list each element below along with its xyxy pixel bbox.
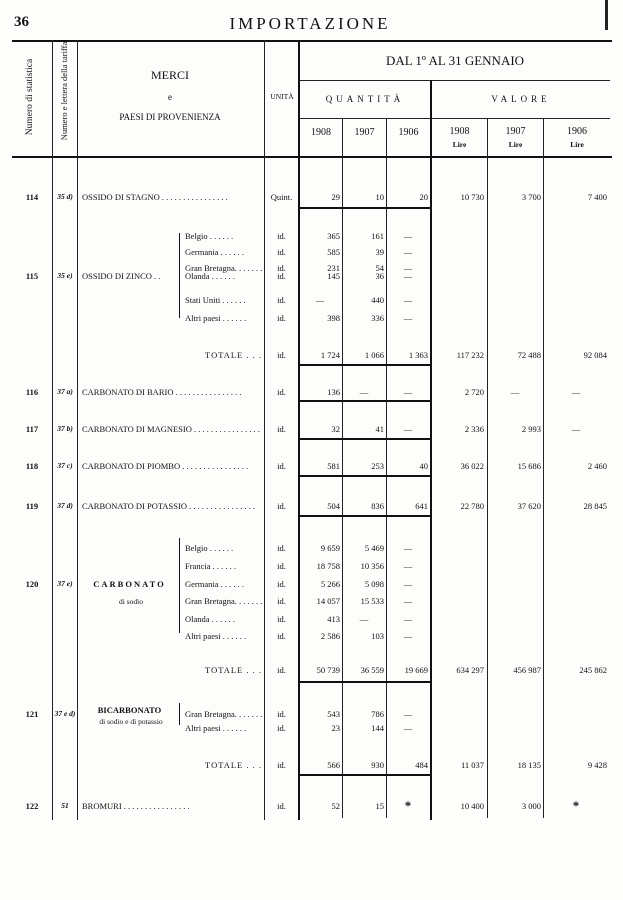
value-v1907: 15 686 — [517, 461, 541, 471]
value-v1908: 2 720 — [464, 387, 484, 397]
tariff-code: 37 e d) — [54, 709, 76, 718]
value-q1908: 413 — [327, 614, 340, 624]
year-q-1906: 1906 — [398, 127, 419, 138]
country-name: Gran Bretagna. . . . . . . — [185, 263, 263, 273]
value-q1908: 9 659 — [320, 543, 340, 553]
value-q1906: — — [403, 387, 413, 397]
quantity-total-rule — [300, 400, 430, 402]
unit-cell: id. — [277, 760, 286, 770]
value-q1906: — — [403, 723, 413, 733]
value-q1908: 398 — [327, 313, 340, 323]
country-name: Altri paesi . . . . . . — [185, 313, 247, 323]
item-name: OSSIDO DI STAGNO . . . . . . . . . . . . . . . . — [82, 192, 228, 202]
country-name: Gran Bretagna. . . . . . . — [185, 596, 263, 606]
unit-cell: id. — [277, 596, 286, 606]
tariff-code: 37 c) — [57, 461, 73, 470]
value-q1906: — — [403, 271, 413, 281]
item-name: CARBONATO DI BARIO . . . . . . . . . . . . . . . . — [82, 387, 242, 397]
tariff-code: 35 e) — [57, 271, 73, 280]
value-q1908: 5 266 — [320, 579, 340, 589]
col-sep-v2 — [543, 118, 544, 818]
value-q1906: — — [403, 543, 413, 553]
period-rule — [300, 80, 610, 81]
value-q1908: 52 — [331, 801, 340, 811]
country-name: Francia . . . . . . — [185, 561, 236, 571]
quantity-total-rule — [300, 515, 430, 517]
value-v1908: 634 297 — [456, 665, 484, 675]
value-q1908: 504 — [327, 501, 340, 511]
item-name: BICARBONATO — [97, 705, 162, 715]
country-name: Stati Uniti . . . . . . — [185, 295, 246, 305]
value-q1908: 136 — [327, 387, 340, 397]
header-period: DAL 1º AL 31 GENNAIO — [385, 53, 525, 68]
year-v-1906: 1906 — [567, 126, 587, 137]
unit-cell: id. — [277, 543, 286, 553]
value-q1908: 585 — [327, 247, 340, 257]
item-subname: di sodio — [119, 597, 143, 606]
total-label: TOTALE . . . — [205, 350, 262, 360]
lire-1908: Lire — [452, 140, 467, 149]
value-q1907: 161 — [371, 231, 384, 241]
value-q1908: 365 — [327, 231, 340, 241]
value-q1906: — — [403, 424, 413, 434]
col-sep-1 — [52, 40, 53, 820]
unit-cell: id. — [277, 631, 286, 641]
value-q1906: — — [403, 579, 413, 589]
years-rule — [300, 118, 610, 119]
value-v1906: * — [572, 798, 580, 813]
header-quantita: QUANTITÀ — [325, 94, 405, 104]
quantity-total-rule — [300, 207, 430, 209]
value-q1907: 15 533 — [360, 596, 384, 606]
value-v1908: 22 780 — [460, 501, 484, 511]
unit-cell: id. — [277, 723, 286, 733]
unit-cell: id. — [277, 231, 286, 241]
value-q1906: 19 669 — [404, 665, 428, 675]
stat-number: 117 — [25, 424, 39, 434]
item-name: CARBONATO DI PIOMBO . . . . . . . . . . . . . . . . — [82, 461, 249, 471]
value-q1907: 10 356 — [360, 561, 384, 571]
item-name: OSSIDO DI ZINCO . . — [82, 271, 161, 281]
item-name: CARBONATO DI POTASSIO . . . . . . . . . . . . . . . . — [82, 501, 255, 511]
total-label: TOTALE . . . — [205, 665, 262, 675]
tariff-code: 37 b) — [57, 424, 73, 433]
value-v1908: 36 022 — [460, 461, 484, 471]
col-sep-2 — [77, 40, 78, 820]
country-name: Belgio . . . . . . — [185, 543, 234, 553]
unit-cell: Quint. — [270, 192, 293, 202]
value-v1906: — — [571, 387, 581, 397]
stat-number: 120 — [25, 579, 39, 589]
value-q1908: 145 — [327, 271, 340, 281]
header-unita: UNITÀ — [270, 92, 294, 101]
value-q1906: 40 — [419, 461, 428, 471]
value-q1907: 36 559 — [360, 665, 384, 675]
value-q1907: 5 469 — [364, 543, 384, 553]
year-v-1908: 1908 — [449, 126, 470, 137]
value-q1908: 231 — [327, 263, 340, 273]
page-title: IMPORTAZIONE — [229, 14, 391, 33]
item-name: BROMURI . . . . . . . . . . . . . . . . — [82, 801, 190, 811]
value-v1908: 10 400 — [460, 801, 484, 811]
item-name: CARBONATO — [93, 579, 166, 589]
value-v1907: 2 993 — [521, 424, 541, 434]
unit-cell: id. — [277, 313, 286, 323]
value-v1907: 72 488 — [517, 350, 541, 360]
value-q1908: 2 586 — [320, 631, 340, 641]
value-q1908: 1 724 — [320, 350, 340, 360]
col-sep-5 — [430, 80, 432, 820]
stat-number: 122 — [25, 801, 39, 811]
unit-cell: id. — [277, 709, 286, 719]
value-q1908: 23 — [331, 723, 340, 733]
value-q1907: 41 — [375, 424, 384, 434]
value-q1908: 543 — [327, 709, 340, 719]
value-q1907: 786 — [371, 709, 384, 719]
value-q1908: 29 — [331, 192, 340, 202]
value-v1906: 2 460 — [587, 461, 607, 471]
value-q1906: * — [404, 798, 412, 813]
header-num-tariff: Numero e lettera della tariffa — [59, 41, 69, 141]
value-q1906: — — [403, 313, 413, 323]
col-sep-q2 — [386, 118, 387, 818]
value-q1906: — — [403, 596, 413, 606]
value-q1907: 39 — [375, 247, 384, 257]
value-q1908: 50 739 — [316, 665, 340, 675]
value-q1906: — — [403, 231, 413, 241]
lire-1907: Lire — [508, 140, 523, 149]
value-q1907: — — [359, 387, 369, 397]
header-num-stat: Numero di statistica — [25, 58, 35, 136]
stat-number: 116 — [25, 387, 39, 397]
quantity-total-rule — [300, 475, 430, 477]
unit-cell: id. — [277, 424, 286, 434]
value-q1906: — — [403, 295, 413, 305]
country-name: Belgio . . . . . . — [185, 231, 234, 241]
page-number: 36 — [14, 14, 29, 30]
tariff-code: 37 e) — [57, 579, 73, 588]
value-q1907: 54 — [375, 263, 384, 273]
value-q1907: 1 066 — [364, 350, 384, 360]
total-label: TOTALE . . . — [205, 760, 262, 770]
brace-bicarbonato — [179, 703, 180, 725]
unit-cell: id. — [277, 247, 286, 257]
quantity-total-rule — [300, 438, 430, 440]
tariff-code: 35 d) — [57, 192, 73, 201]
value-q1907: 930 — [371, 760, 384, 770]
value-v1908: 11 037 — [460, 760, 484, 770]
value-q1906: — — [403, 614, 413, 624]
country-name: Germania . . . . . . — [185, 579, 245, 589]
value-q1907: 253 — [371, 461, 384, 471]
year-q-1907: 1907 — [354, 127, 375, 138]
value-v1908: 2 336 — [464, 424, 484, 434]
value-q1907: 336 — [371, 313, 384, 323]
value-v1906: 28 845 — [583, 501, 607, 511]
value-q1906: — — [403, 263, 413, 273]
value-v1907: 18 135 — [517, 760, 541, 770]
value-v1906: — — [571, 424, 581, 434]
value-q1907: 836 — [371, 501, 384, 511]
header-paesi: PAESI DI PROVENIENZA — [119, 112, 221, 122]
brace-sodio — [179, 538, 180, 633]
brace-zinco — [179, 233, 180, 318]
country-name: Germania . . . . . . — [185, 247, 245, 257]
stat-number: 118 — [25, 461, 39, 471]
value-v1906: 9 428 — [587, 760, 607, 770]
country-name: Gran Bretagna. . . . . . . — [185, 709, 263, 719]
unit-cell: id. — [277, 271, 286, 281]
value-q1906: — — [403, 709, 413, 719]
unit-cell: id. — [277, 387, 286, 397]
header-e: e — [168, 92, 172, 102]
value-v1907: 456 987 — [513, 665, 541, 675]
country-name: Olanda . . . . . . — [185, 271, 236, 281]
value-v1907: 3 000 — [521, 801, 541, 811]
value-q1907: 5 098 — [364, 579, 384, 589]
unit-cell: id. — [277, 614, 286, 624]
value-q1906: — — [403, 561, 413, 571]
country-name: Olanda . . . . . . — [185, 614, 236, 624]
value-q1907: 36 — [375, 271, 384, 281]
country-name: Altri paesi . . . . . . — [185, 631, 247, 641]
header-merci: MERCI — [150, 68, 189, 82]
stat-number: 121 — [25, 709, 39, 719]
unit-cell: id. — [277, 461, 286, 471]
value-q1906: — — [403, 247, 413, 257]
table-top-rule — [12, 40, 612, 42]
quantity-total-rule — [300, 681, 430, 683]
item-subname: di sodio e di potassio — [99, 717, 163, 726]
value-q1906: 641 — [415, 501, 428, 511]
value-q1907: 15 — [375, 801, 384, 811]
stat-number: 119 — [25, 501, 39, 511]
page-edge-mark — [605, 0, 608, 30]
unit-cell: id. — [277, 501, 286, 511]
header-valore: VALORE — [491, 94, 551, 104]
country-name: Altri paesi . . . . . . — [185, 723, 247, 733]
value-q1908: — — [315, 295, 325, 305]
tariff-code: 37 d) — [57, 501, 73, 510]
value-q1906: 484 — [415, 760, 428, 770]
value-q1906: 1 363 — [408, 350, 428, 360]
unit-cell: id. — [277, 801, 286, 811]
value-v1907: 3 700 — [521, 192, 541, 202]
value-q1908: 32 — [331, 424, 340, 434]
value-q1907: — — [359, 614, 369, 624]
lire-1906: Lire — [570, 140, 584, 149]
value-q1908: 581 — [327, 461, 340, 471]
year-q-1908: 1908 — [311, 127, 331, 138]
unit-cell: id. — [277, 579, 286, 589]
col-sep-q1 — [342, 118, 343, 818]
unit-cell: id. — [277, 665, 286, 675]
header-bottom-rule — [12, 156, 612, 158]
value-q1907: 440 — [371, 295, 384, 305]
stat-number: 115 — [25, 271, 39, 281]
value-v1907: 37 620 — [517, 501, 541, 511]
quantity-total-rule — [300, 364, 430, 366]
quantity-total-rule — [300, 774, 430, 776]
value-q1908: 566 — [327, 760, 340, 770]
value-q1907: 103 — [371, 631, 384, 641]
unit-cell: id. — [277, 295, 286, 305]
value-q1906: 20 — [419, 192, 428, 202]
value-v1908: 10 730 — [460, 192, 484, 202]
unit-cell: id. — [277, 350, 286, 360]
col-sep-v1 — [487, 118, 488, 818]
value-q1907: 10 — [375, 192, 384, 202]
tariff-code: 51 — [61, 801, 69, 810]
value-v1907: — — [510, 387, 520, 397]
tariff-code: 37 a) — [57, 387, 73, 396]
value-q1908: 18 758 — [316, 561, 340, 571]
stat-number: 114 — [25, 192, 39, 202]
value-q1906: — — [403, 631, 413, 641]
value-v1906: 92 084 — [583, 350, 607, 360]
unit-cell: id. — [277, 263, 286, 273]
value-q1907: 144 — [371, 723, 384, 733]
value-v1906: 7 400 — [587, 192, 607, 202]
value-q1908: 14 057 — [316, 596, 340, 606]
value-v1908: 117 232 — [456, 350, 484, 360]
item-name: CARBONATO DI MAGNESIO . . . . . . . . . . . . . . . . — [82, 424, 260, 434]
year-v-1907: 1907 — [505, 126, 526, 137]
value-v1906: 245 862 — [579, 665, 607, 675]
unit-cell: id. — [277, 561, 286, 571]
